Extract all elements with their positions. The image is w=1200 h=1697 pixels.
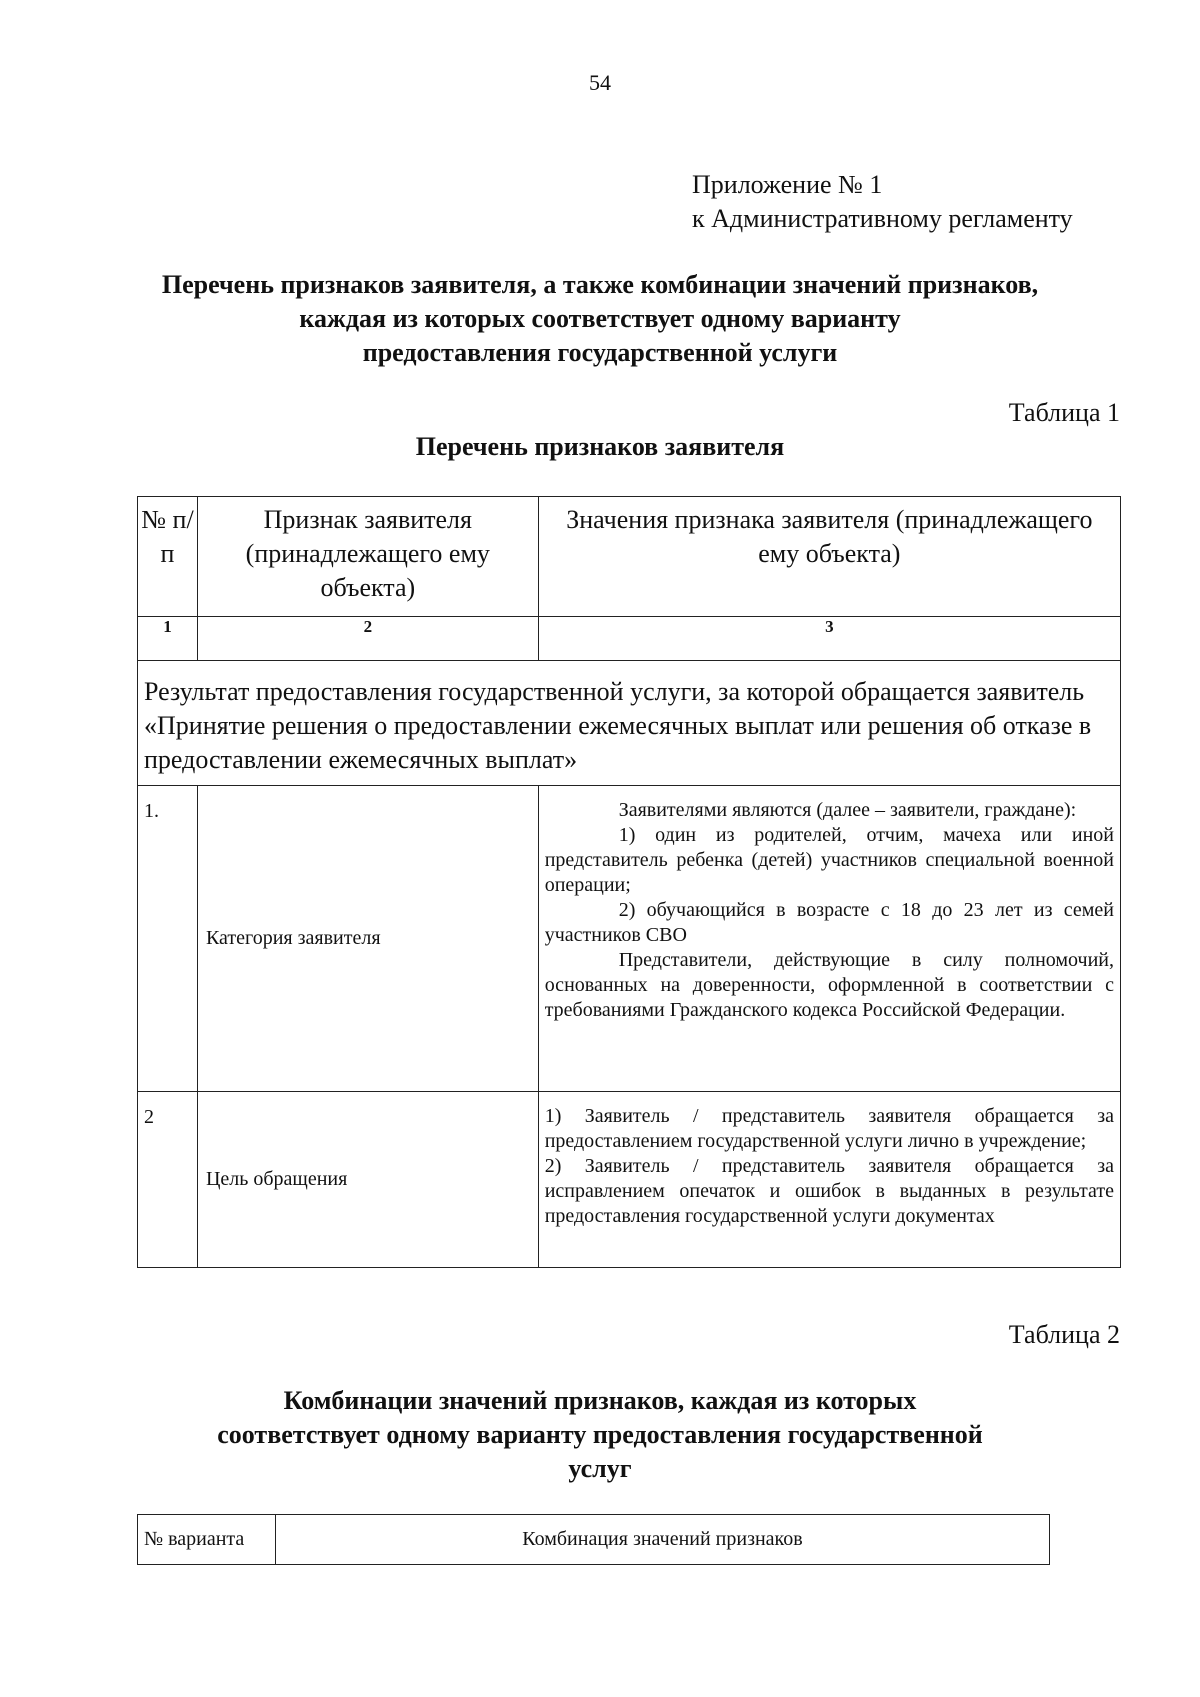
service-result-row: [138, 661, 1121, 786]
header-feature-values: Значения признака заявителя (принадлежащего ему объекта): [538, 497, 1120, 617]
table-row: [138, 786, 1121, 1092]
table-2-title-line-3: услуг: [568, 1454, 632, 1483]
appendix-reference: [692, 168, 1073, 236]
column-numbers-row: [138, 617, 1121, 661]
table-2-label: Таблица 2: [1008, 1320, 1120, 1349]
document-title-line-3: предоставления государственной услуги: [362, 338, 838, 367]
table-1-label: Таблица 1: [1008, 398, 1120, 427]
table-2-title-line-1: Комбинации значений признаков, каждая из которых: [283, 1386, 917, 1415]
value-paragraph: 1) один из родителей, отчим, мачеха или иной представитель ребенка (детей) участников специальной военной операции;: [544, 824, 1114, 896]
document-title-line-2: каждая из которых соответствует одному варианту: [299, 304, 901, 333]
header-row-number: № п/п: [138, 497, 198, 617]
document-title-line-1: Перечень признаков заявителя, а также комбинации значений признаков,: [161, 270, 1039, 299]
header-combination: Комбинация значений признаков: [276, 1515, 1050, 1565]
table-1-title: Перечень признаков заявителя: [415, 432, 785, 461]
page-number: 54: [589, 70, 611, 95]
row-feature-text: Цель обращения: [205, 1168, 348, 1190]
value-paragraph: Представители, действующие в силу полномочий, основанных на доверенности, оформленной в соответствии с требованиями Гражданского кодекса Российской Федерации.: [544, 949, 1114, 1021]
appendix-line-1: Приложение № 1: [692, 170, 883, 199]
row-number: 1.: [138, 786, 198, 1092]
service-result-text: Результат предоставления государственной услуги, за которой обращается заявитель «Принятие решения о предоставлении ежемесячных выплат или решения об отказе в предоставлении ежемесячных выплат»: [138, 661, 1121, 786]
row-feature: [197, 786, 538, 1092]
table-1-header-row: [138, 497, 1121, 617]
row-feature: [197, 1092, 538, 1268]
table-2-header-row: [138, 1515, 1050, 1565]
value-paragraph: Заявителями являются (далее – заявители, граждане):: [618, 799, 1077, 821]
table-row: [138, 1092, 1121, 1268]
row-values: [538, 1092, 1120, 1268]
header-feature: Признак заявителя (принадлежащего ему объекта): [197, 497, 538, 617]
table-2-title-line-2: соответствует одному варианту предоставления государственной: [217, 1420, 983, 1449]
document-title: [100, 268, 1100, 370]
column-number: 2: [197, 617, 538, 661]
value-paragraph: 2) обучающийся в возрасте с 18 до 23 лет из семей участников СВО: [544, 899, 1114, 946]
appendix-line-2: к Административному регламенту: [692, 204, 1073, 233]
column-number: 1: [138, 617, 198, 661]
feature-combinations-table: [137, 1514, 1050, 1565]
row-values: [538, 786, 1120, 1092]
column-number: 3: [538, 617, 1120, 661]
value-paragraph: 1) Заявитель / представитель заявителя обращается за предоставлением государственной услуги лично в учреждение;: [544, 1105, 1114, 1152]
row-number: 2: [138, 1092, 198, 1268]
table-2-title: [100, 1384, 1100, 1486]
applicant-features-table: [137, 496, 1121, 1268]
row-feature-text: Категория заявителя: [205, 927, 381, 949]
value-paragraph: 2) Заявитель / представитель заявителя обращается за исправлением опечаток и ошибок в выданных в результате предоставления государственной услуги документах: [544, 1155, 1114, 1227]
header-variant-number: № варианта: [138, 1515, 276, 1565]
